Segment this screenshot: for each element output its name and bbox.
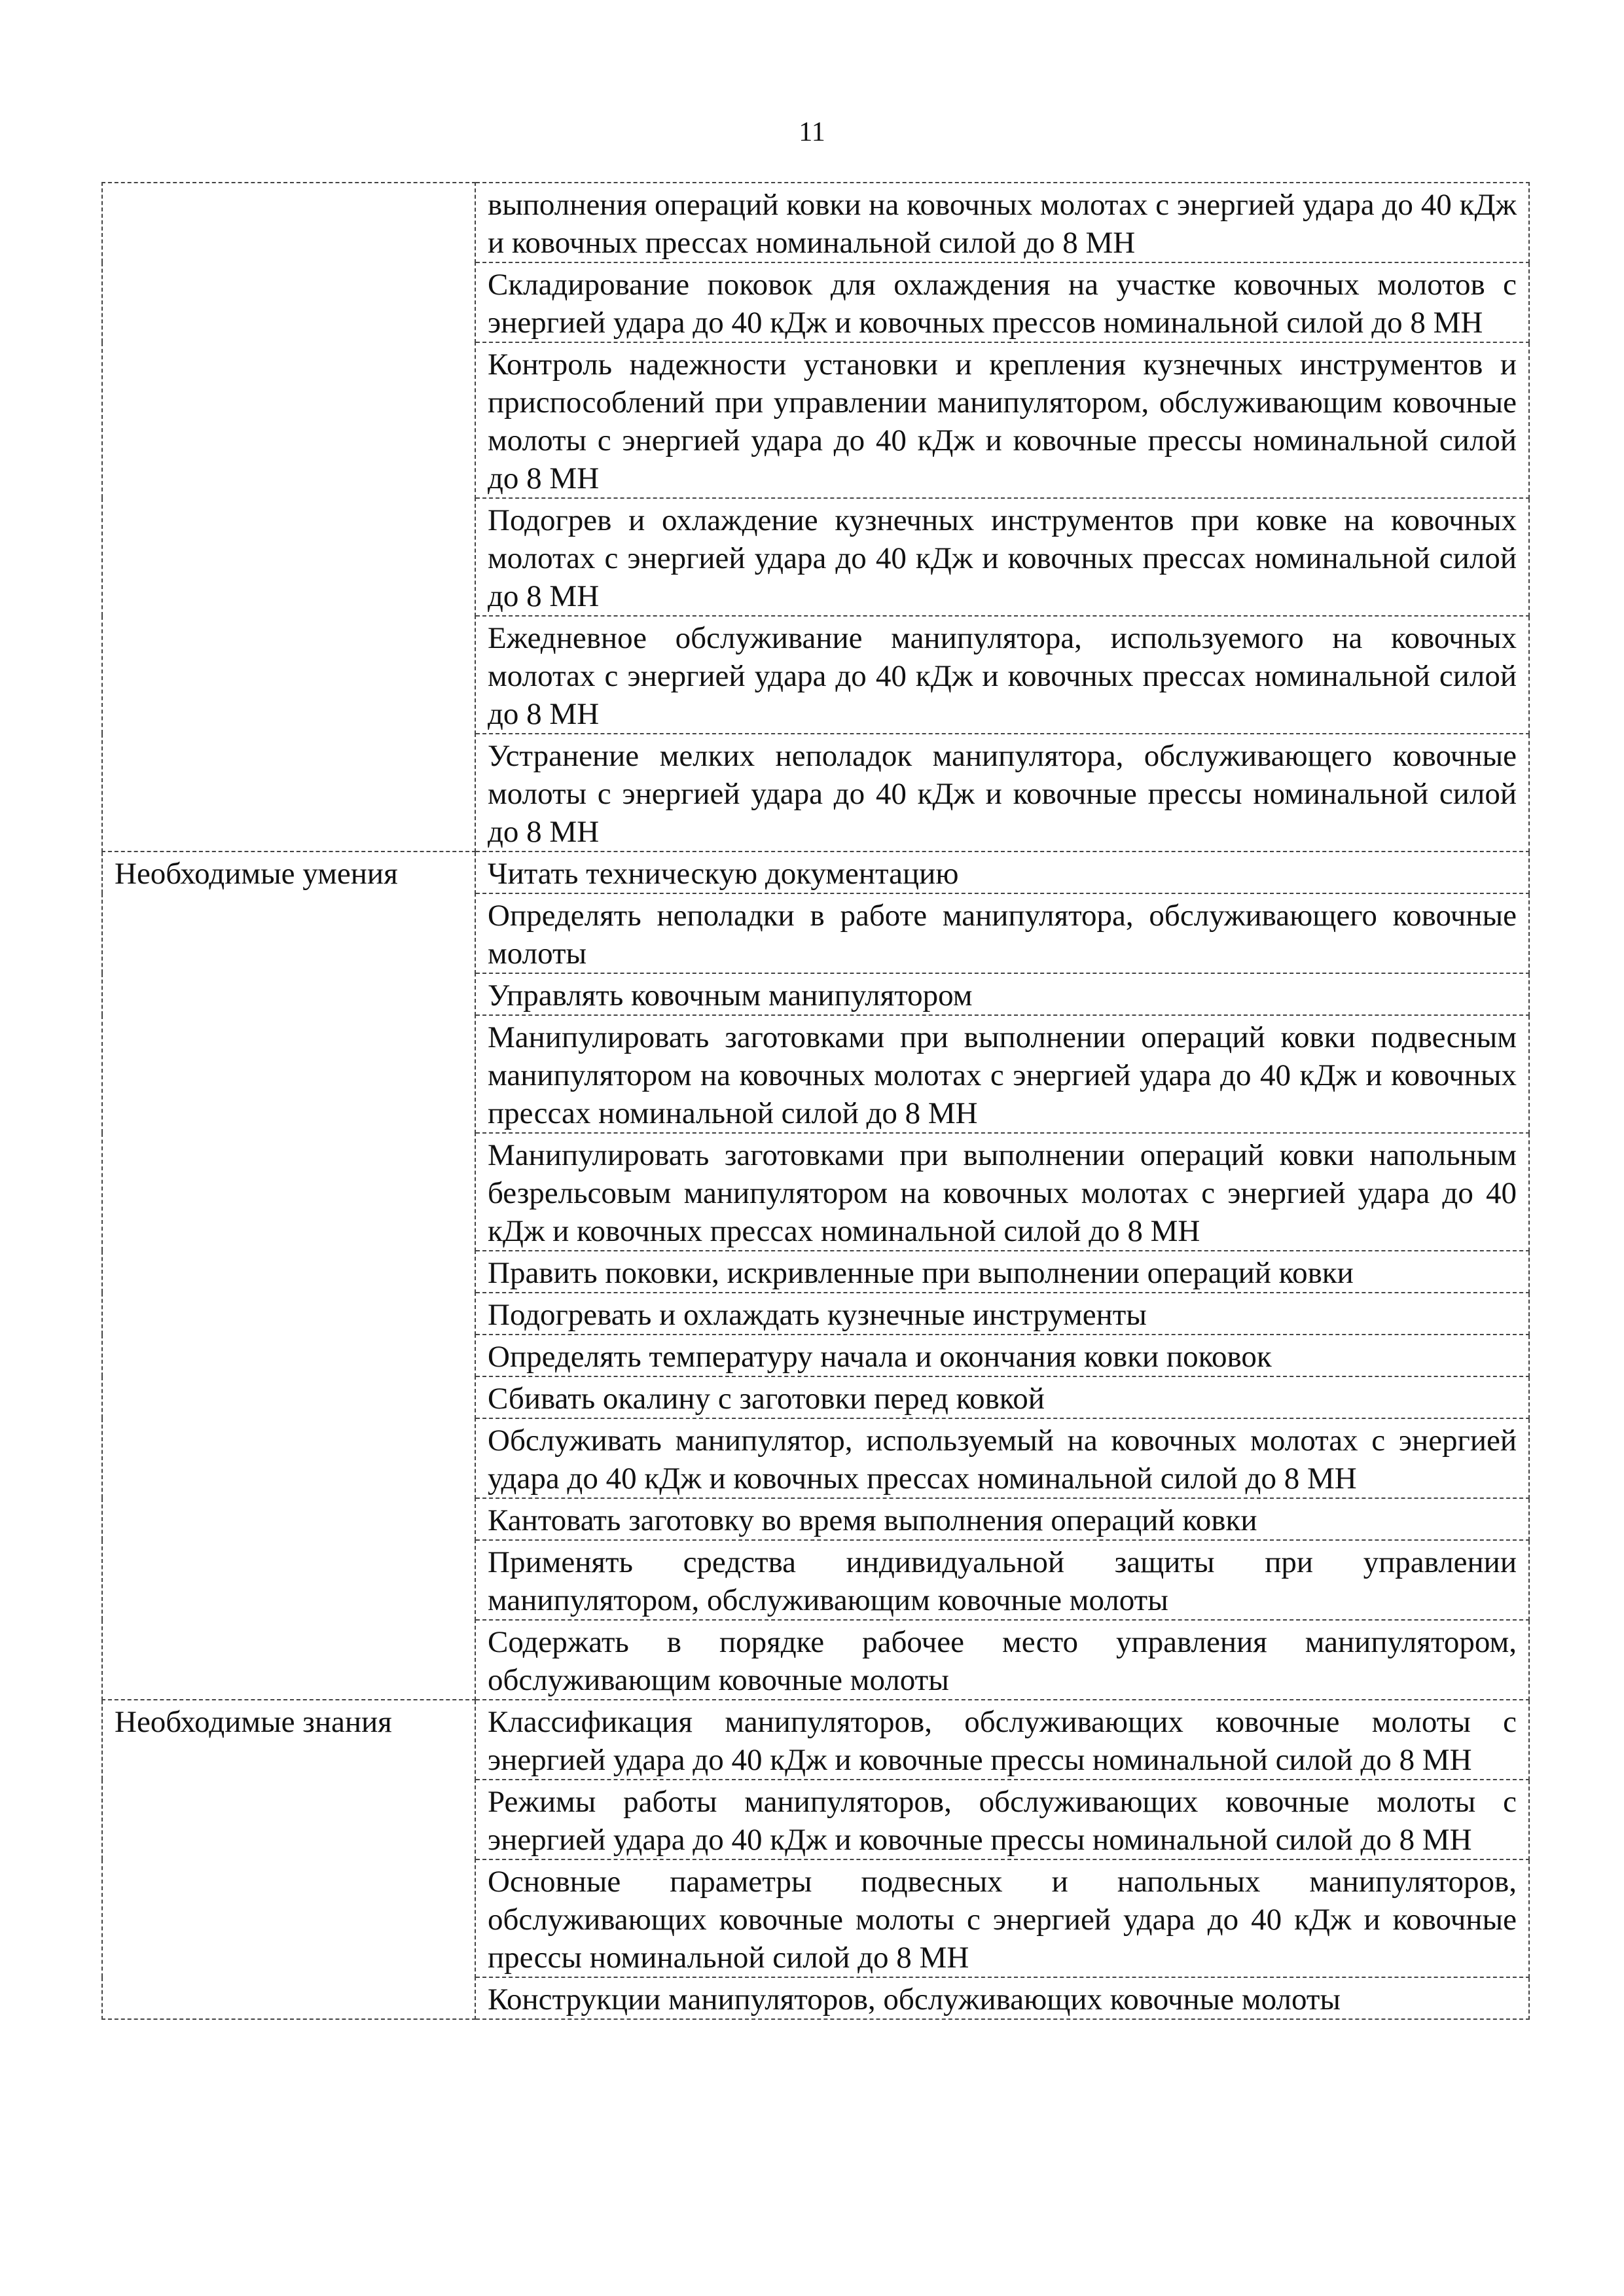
group-label: Необходимые умения: [102, 852, 475, 1700]
requirement-cell: Основные параметры подвесных и напольных манипуляторов, обслуживающих ковочные молоты с энергией удара до 40 кДж и ковочные прессы номинальной силой до 8 МН: [475, 1859, 1529, 1977]
requirement-cell: Сбивать окалину с заготовки перед ковкой: [475, 1376, 1529, 1418]
group-label: Необходимые знания: [102, 1700, 475, 2019]
requirements-table: [101, 182, 1530, 2020]
table-row: [102, 1700, 1529, 1780]
requirements-table-body: [102, 183, 1529, 2019]
requirement-cell: Применять средства индивидуальной защиты при управлении манипулятором, обслуживающим ковочные молоты: [475, 1540, 1529, 1620]
requirement-cell: Читать техническую документацию: [475, 852, 1529, 893]
requirement-cell: Подогрев и охлаждение кузнечных инструментов при ковке на ковочных молотах с энергией удара до 40 кДж и ковочных прессах номинальной силой до 8 МН: [475, 498, 1529, 616]
requirement-cell: Манипулировать заготовками при выполнении операций ковки напольным безрельсовым манипулятором на ковочных молотах с энергией удара до 40 кДж и ковочных прессах номинальной силой до 8 МН: [475, 1133, 1529, 1251]
requirement-cell: Режимы работы манипуляторов, обслуживающих ковочные молоты с энергией удара до 40 кДж и ковочные прессы номинальной силой до 8 МН: [475, 1780, 1529, 1859]
requirement-cell: Кантовать заготовку во время выполнения операций ковки: [475, 1498, 1529, 1540]
requirement-cell: Править поковки, искривленные при выполнении операций ковки: [475, 1251, 1529, 1293]
requirement-cell: Ежедневное обслуживание манипулятора, используемого на ковочных молотах с энергией удара до 40 кДж и ковочных прессах номинальной силой до 8 МН: [475, 616, 1529, 734]
requirement-cell: Устранение мелких неполадок манипулятора, обслуживающего ковочные молоты с энергией удара до 40 кДж и ковочные прессы номинальной силой до 8 МН: [475, 734, 1529, 852]
requirement-cell: Обслуживать манипулятор, используемый на ковочных молотах с энергией удара до 40 кДж и ковочных прессах номинальной силой до 8 МН: [475, 1418, 1529, 1498]
requirement-cell: Содержать в порядке рабочее место управления манипулятором, обслуживающим ковочные молоты: [475, 1620, 1529, 1700]
group-label: [102, 183, 475, 852]
table-row: [102, 183, 1529, 262]
requirement-cell: Контроль надежности установки и крепления кузнечных инструментов и приспособлений при управлении манипулятором, обслуживающим ковочные молоты с энергией удара до 40 кДж и ковочные прессы номинальной силой до 8 МН: [475, 342, 1529, 498]
requirement-cell: Конструкции манипуляторов, обслуживающих ковочные молоты: [475, 1977, 1529, 2019]
requirement-cell: Определять неполадки в работе манипулятора, обслуживающего ковочные молоты: [475, 893, 1529, 973]
requirement-cell: Классификация манипуляторов, обслуживающих ковочные молоты с энергией удара до 40 кДж и ковочные прессы номинальной силой до 8 МН: [475, 1700, 1529, 1780]
requirement-cell: выполнения операций ковки на ковочных молотах с энергией удара до 40 кДж и ковочных прессах номинальной силой до 8 МН: [475, 183, 1529, 262]
requirement-cell: Подогревать и охлаждать кузнечные инструменты: [475, 1293, 1529, 1335]
requirement-cell: Складирование поковок для охлаждения на участке ковочных молотов с энергией удара до 40 кДж и ковочных прессов номинальной силой до 8 МН: [475, 262, 1529, 342]
requirement-cell: Манипулировать заготовками при выполнении операций ковки подвесным манипулятором на ковочных молотах с энергией удара до 40 кДж и ковочных прессах номинальной силой до 8 МН: [475, 1015, 1529, 1133]
requirement-cell: Управлять ковочным манипулятором: [475, 973, 1529, 1015]
page-number: 11: [799, 117, 825, 147]
requirement-cell: Определять температуру начала и окончания ковки поковок: [475, 1335, 1529, 1376]
table-row: [102, 852, 1529, 893]
